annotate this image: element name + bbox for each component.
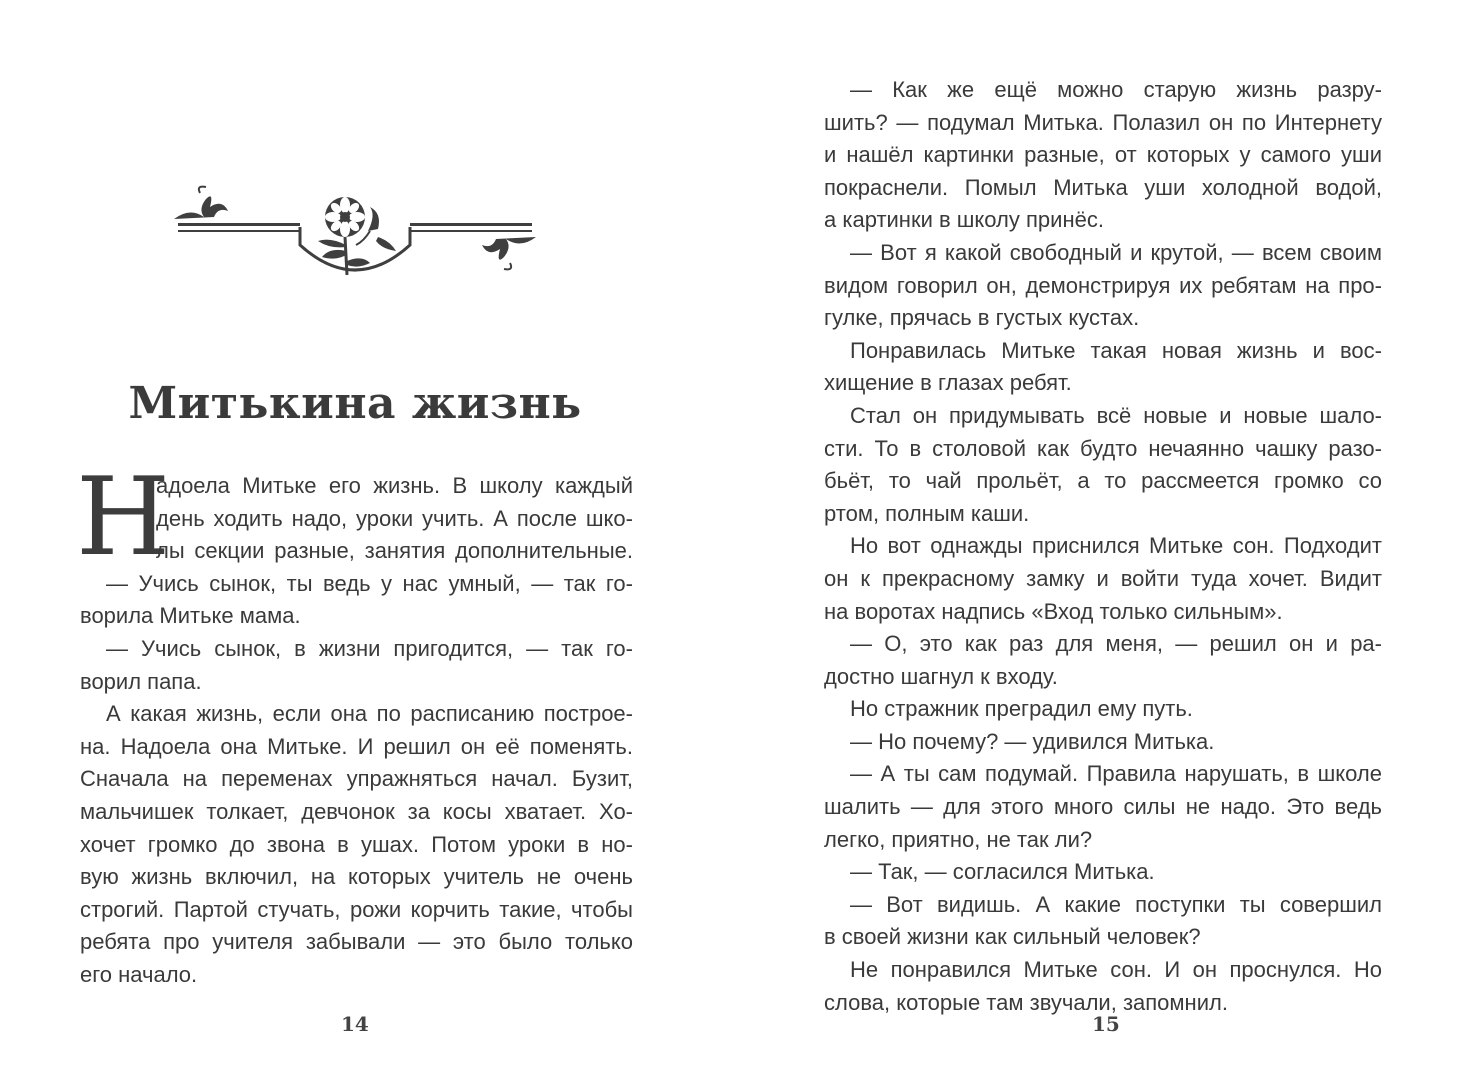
text-line: ртом, полным каши.	[824, 500, 1030, 526]
text-line: хочет громко до звона в ушах. Потом уроки в но-	[80, 831, 633, 857]
drop-cap: Н	[76, 455, 171, 580]
text-line: шить? — подумал Митька. Полазил он по Интернету	[824, 109, 1382, 135]
text-line: строгий. Партой стучать, рожи корчить такие, чтобы	[80, 896, 633, 922]
text-line: покраснели. Помыл Митька уши холодной водой,	[824, 174, 1382, 200]
text-line: гулке, прячась в густых кустах.	[824, 305, 1140, 331]
text-line: — Учись сынок, в жизни пригодится, — так го-	[106, 635, 633, 661]
text-line: бьёт, то чай прольёт, а то рассмеется громко со	[824, 468, 1382, 494]
text-line: он к прекрасному замку и войти туда хочет. Видит	[824, 565, 1382, 591]
chapter-title: Митькина жизнь	[128, 378, 582, 429]
text-line: — Учись сынок, ты ведь у нас умный, — так го-	[106, 570, 633, 596]
text-line: лы секции разные, занятия дополнительные.	[156, 538, 633, 564]
text-line: Не понравился Митьке сон. И он проснулся. Но	[850, 957, 1382, 983]
text-line: А какая жизнь, если она по расписанию построе-	[106, 701, 633, 727]
text-line: ребята про учителя забывали — это было только	[80, 929, 633, 955]
text-line: на воротах надпись «Вход только сильным».	[824, 598, 1283, 624]
text-line: — Вот я какой свободный и крутой, — всем своим	[850, 239, 1382, 265]
right-page	[731, 0, 1462, 1080]
page-number: 15	[1092, 1012, 1120, 1036]
text-line: — Вот видишь. А какие поступки ты совершил	[850, 891, 1382, 917]
text-line: Сначала на переменах упражняться начал. Бузит,	[80, 766, 633, 792]
text-line: достно шагнул к входу.	[824, 663, 1058, 689]
text-line: адоела Митьке его жизнь. В школу каждый	[156, 473, 633, 498]
text-line: Но стражник преградил ему путь.	[850, 696, 1193, 722]
text-line: сти. То в столовой как будто нечаянно чашку разо-	[824, 435, 1382, 461]
text-line: в своей жизни как сильный человек?	[824, 924, 1201, 950]
page-number: 14	[341, 1012, 369, 1036]
text-line: его начало.	[80, 961, 198, 987]
text-line: а картинки в школу принёс.	[824, 207, 1104, 233]
text-line: на. Надоела она Митьке. И решил он её поменять.	[80, 733, 633, 759]
floral-ornament-icon	[170, 185, 540, 285]
text-line: слова, которые там звучали, запомнил.	[824, 989, 1228, 1015]
text-line: шалить — для этого много силы не надо. Это ведь	[824, 794, 1382, 820]
right-page-text	[824, 74, 1382, 1019]
text-line: Понравилась Митьке такая новая жизнь и вос-	[850, 337, 1382, 363]
text-line: — А ты сам подумай. Правила нарушать, в школе	[850, 761, 1382, 787]
text-line: — Но почему? — удивился Митька.	[850, 728, 1215, 754]
text-line: Но вот однажды приснился Митьке сон. Подходит	[850, 533, 1382, 559]
text-line: ворила Митьке мама.	[80, 603, 301, 629]
text-line: вую жизнь включил, на которых учитель не очень	[80, 864, 633, 890]
text-line: день ходить надо, уроки учить. А после шко-	[156, 505, 633, 531]
text-line: — О, это как раз для меня, — решил он и ра-	[850, 631, 1382, 657]
text-line: хищение в глазах ребят.	[824, 370, 1072, 396]
text-line: мальчишек толкает, девчонок за косы хватает. Хо-	[80, 798, 633, 824]
text-line: — Как же ещё можно старую жизнь разру-	[850, 77, 1382, 102]
text-line: ворил папа.	[80, 668, 202, 694]
text-line: легко, приятно, не так ли?	[824, 826, 1093, 852]
text-line: видом говорил он, демонстрируя их ребятам на про-	[824, 272, 1382, 298]
text-line: Стал он придумывать всё новые и новые шало-	[850, 402, 1382, 428]
text-line: и нашёл картинки разные, от которых у самого уши	[824, 142, 1382, 168]
left-page-text	[80, 470, 633, 992]
text-line: — Так, — согласился Митька.	[850, 859, 1155, 885]
